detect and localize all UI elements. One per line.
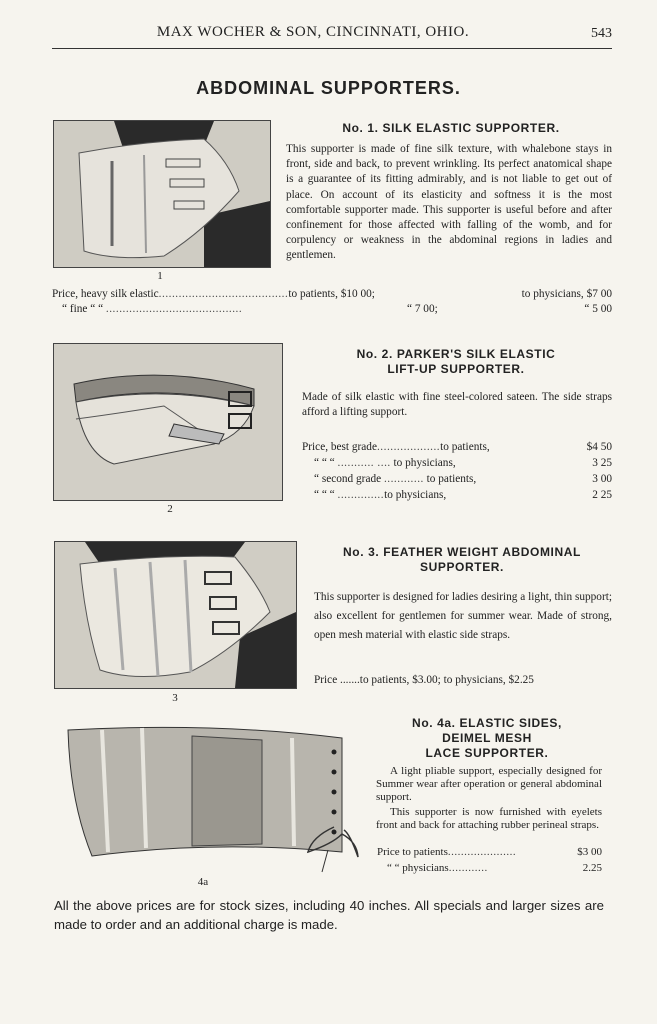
product-2-title xyxy=(300,347,612,377)
product-4a-title xyxy=(372,716,602,761)
leader-dots: ............ xyxy=(383,473,424,485)
product-2-image xyxy=(53,343,283,501)
figure-label-4a: 4a xyxy=(197,876,209,888)
price-who: to patients, xyxy=(440,441,490,453)
price-item: “ “ “ xyxy=(314,489,335,501)
page-header xyxy=(52,24,612,48)
product-4a-title-line-1: No. 4a. ELASTIC SIDES, xyxy=(412,716,562,730)
leader-dots: ............ xyxy=(448,862,488,874)
price-item: Price, heavy silk elastic xyxy=(52,288,159,300)
product-1-description: This supporter is made of fine silk texture, with whalebone stays in front, side and back, to prevent wrinkling. Its perfect anatomical shape is a guarantee of its fitting admirably, and is not liable to get out of place. On account of its elasticity and softness it is the most comfortable supporter made. This supporter is useful before and after confinement for those affected with falling of the womb, and for corpulency or weakness in the abdominal regions in ladies and gentlemen. xyxy=(286,143,612,262)
product-4a-title-line-3: LACE SUPPORTER. xyxy=(425,746,549,760)
price-who: to physicians, xyxy=(384,489,447,501)
price-physicians: “ 5 00 xyxy=(584,303,612,315)
page-number: 543 xyxy=(591,26,612,41)
price-amount: $3 00 xyxy=(577,846,602,858)
leader-dots: ..................... xyxy=(447,846,517,858)
price-item: “ second grade xyxy=(314,473,382,485)
product-3-image xyxy=(54,541,297,689)
price-amount: 2.25 xyxy=(582,862,602,874)
price-item: Price, best grade xyxy=(302,441,377,453)
product-4a-description-1: A light pliable support, especially designed for Summer wear after operation or general abdominal support. xyxy=(376,765,602,803)
price-amount: $4 50 xyxy=(586,441,612,453)
product-3-title-line-2: SUPPORTER. xyxy=(419,560,504,574)
price-patients: “ 7 00; xyxy=(407,303,438,315)
price-item: Price to patients xyxy=(377,846,448,858)
catalog-header-title: MAX WOCHER & SON, CINCINNATI, OHIO. xyxy=(156,24,470,40)
price-who: to physicians, xyxy=(393,457,456,469)
product-3-price-line: Price .......to patients, $3.00; to physicians, $2.25 xyxy=(314,674,534,686)
header-rule xyxy=(52,48,612,49)
product-4a-description-2: This supporter is now furnished with eyelets front and back for attaching rubber perineal straps. xyxy=(376,806,602,831)
price-amount: 3 00 xyxy=(592,473,612,485)
product-2-description: Made of silk elastic with fine steel-colored sateen. The side straps afford a lifting support. xyxy=(302,391,612,419)
product-3-title-line-1: No. 3. FEATHER WEIGHT ABDOMINAL xyxy=(343,545,581,559)
figure-label-2: 2 xyxy=(167,503,173,515)
price-physicians: to physicians, $7 00 xyxy=(521,288,612,300)
product-3-title xyxy=(312,545,612,575)
product-2-price-row-3 xyxy=(314,473,612,485)
leader-dots: ....................................... xyxy=(158,288,289,300)
page-title: ABDOMINAL SUPPORTERS. xyxy=(196,78,461,98)
product-1-price-row-1 xyxy=(52,288,612,300)
product-2-price-row-2 xyxy=(314,457,612,469)
product-1-price-row-2 xyxy=(62,303,612,315)
leader-dots: ......................................... xyxy=(105,303,243,315)
product-4a-title-line-2: DEIMEL MESH xyxy=(442,731,532,745)
price-amount: 3 25 xyxy=(592,457,612,469)
product-1-title: No. 1. SILK ELASTIC SUPPORTER. xyxy=(342,121,560,135)
price-item: “ “ physicians xyxy=(387,862,449,874)
product-1-image xyxy=(53,120,271,268)
footer-note: All the above prices are for stock sizes, including 40 inches. All specials and larger sizes are made to order and an additional charge is made. xyxy=(54,898,604,932)
leader-dots: ........... .... xyxy=(337,457,391,469)
product-4a-price-row-2 xyxy=(387,862,602,874)
price-amount: 2 25 xyxy=(592,489,612,501)
leader-dots: ................... xyxy=(376,441,441,453)
product-2-price-row-1 xyxy=(302,441,612,453)
product-2-title-line-1: No. 2. PARKER'S SILK ELASTIC xyxy=(356,347,556,361)
price-who: to patients, xyxy=(426,473,477,485)
price-item: “ fine “ “ xyxy=(62,303,104,315)
product-4a-image xyxy=(62,722,362,874)
product-2-title-line-2: LIFT-UP SUPPORTER. xyxy=(387,362,525,376)
price-patients: to patients, $10 00; xyxy=(288,288,375,300)
figure-label-1: 1 xyxy=(157,270,163,282)
product-3-description: This supporter is designed for ladies desiring a light, thin support; also excellent for gentlemen for summer wear. Made of strong, open mesh material with elastic side straps. xyxy=(314,591,612,641)
product-2-price-row-4 xyxy=(314,489,612,501)
price-item: “ “ “ xyxy=(314,457,335,469)
leader-dots: .............. xyxy=(337,489,385,501)
figure-label-3: 3 xyxy=(172,692,178,704)
product-4a-price-row-1 xyxy=(377,846,602,858)
